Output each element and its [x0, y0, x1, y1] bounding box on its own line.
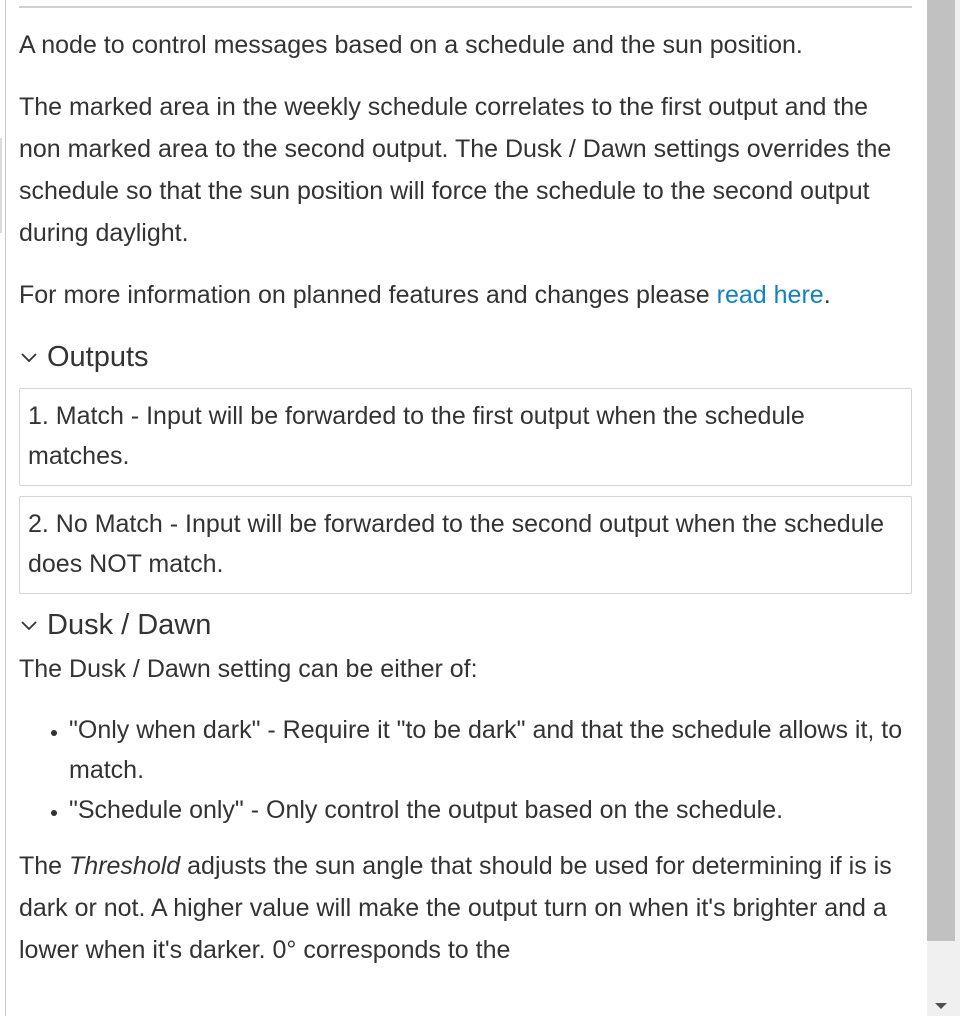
threshold-description: adjusts the sun angle that should be used for determining if is is dark or not. A higher value will make the output turn on when it's brighter and a lower when it's darker. 0° corresponds to the: [19, 852, 892, 964]
help-content: [19, 24, 912, 991]
scroll-down-button[interactable]: [927, 996, 955, 1016]
intro-paragraph-3: [19, 274, 912, 316]
dusk-dawn-section-title: Dusk / Dawn: [47, 609, 212, 641]
scrollbar-thumb[interactable]: [927, 0, 955, 941]
dusk-dawn-intro: The Dusk / Dawn setting can be either of:: [19, 655, 478, 683]
splitter-handle[interactable]: [0, 138, 2, 233]
output-item-match: 1. Match - Input will be forwarded to the first output when the schedule matches.: [19, 388, 912, 486]
list-item: • "Schedule only" - Only control the output based on the schedule.: [69, 790, 912, 830]
list-item: • "Only when dark" - Require it "to be dark" and that the schedule allows it, to match.: [69, 710, 912, 790]
outputs-section-toggle[interactable]: [19, 336, 912, 378]
triangle-down-icon: [934, 1002, 948, 1010]
read-here-link[interactable]: read here: [716, 281, 824, 309]
chevron-down-icon: [19, 336, 47, 378]
output-item-no-match: 2. No Match - Input will be forwarded to the second output when the schedule does NOT match.: [19, 496, 912, 594]
intro-paragraph-2: The marked area in the weekly schedule correlates to the first output and the non marked area to the second output. The Dusk / Dawn settings overrides the schedule so that the sun position will force the schedule to the second output during daylight.: [19, 93, 892, 247]
dusk-dawn-section-toggle[interactable]: [19, 604, 912, 646]
top-divider: [19, 6, 912, 8]
more-info-suffix: .: [823, 281, 831, 309]
chevron-down-icon: [19, 604, 47, 646]
intro-paragraph-1: A node to control messages based on a schedule and the sun position.: [19, 31, 803, 59]
threshold-paragraph: [19, 845, 912, 971]
threshold-prefix: The: [19, 852, 70, 880]
outputs-section-title: Outputs: [47, 341, 149, 373]
more-info-text: For more information on planned features and changes please: [19, 281, 717, 309]
dusk-dawn-options-list: [19, 710, 912, 830]
threshold-term: Threshold: [69, 852, 181, 880]
panel-left-border: [5, 0, 6, 1016]
